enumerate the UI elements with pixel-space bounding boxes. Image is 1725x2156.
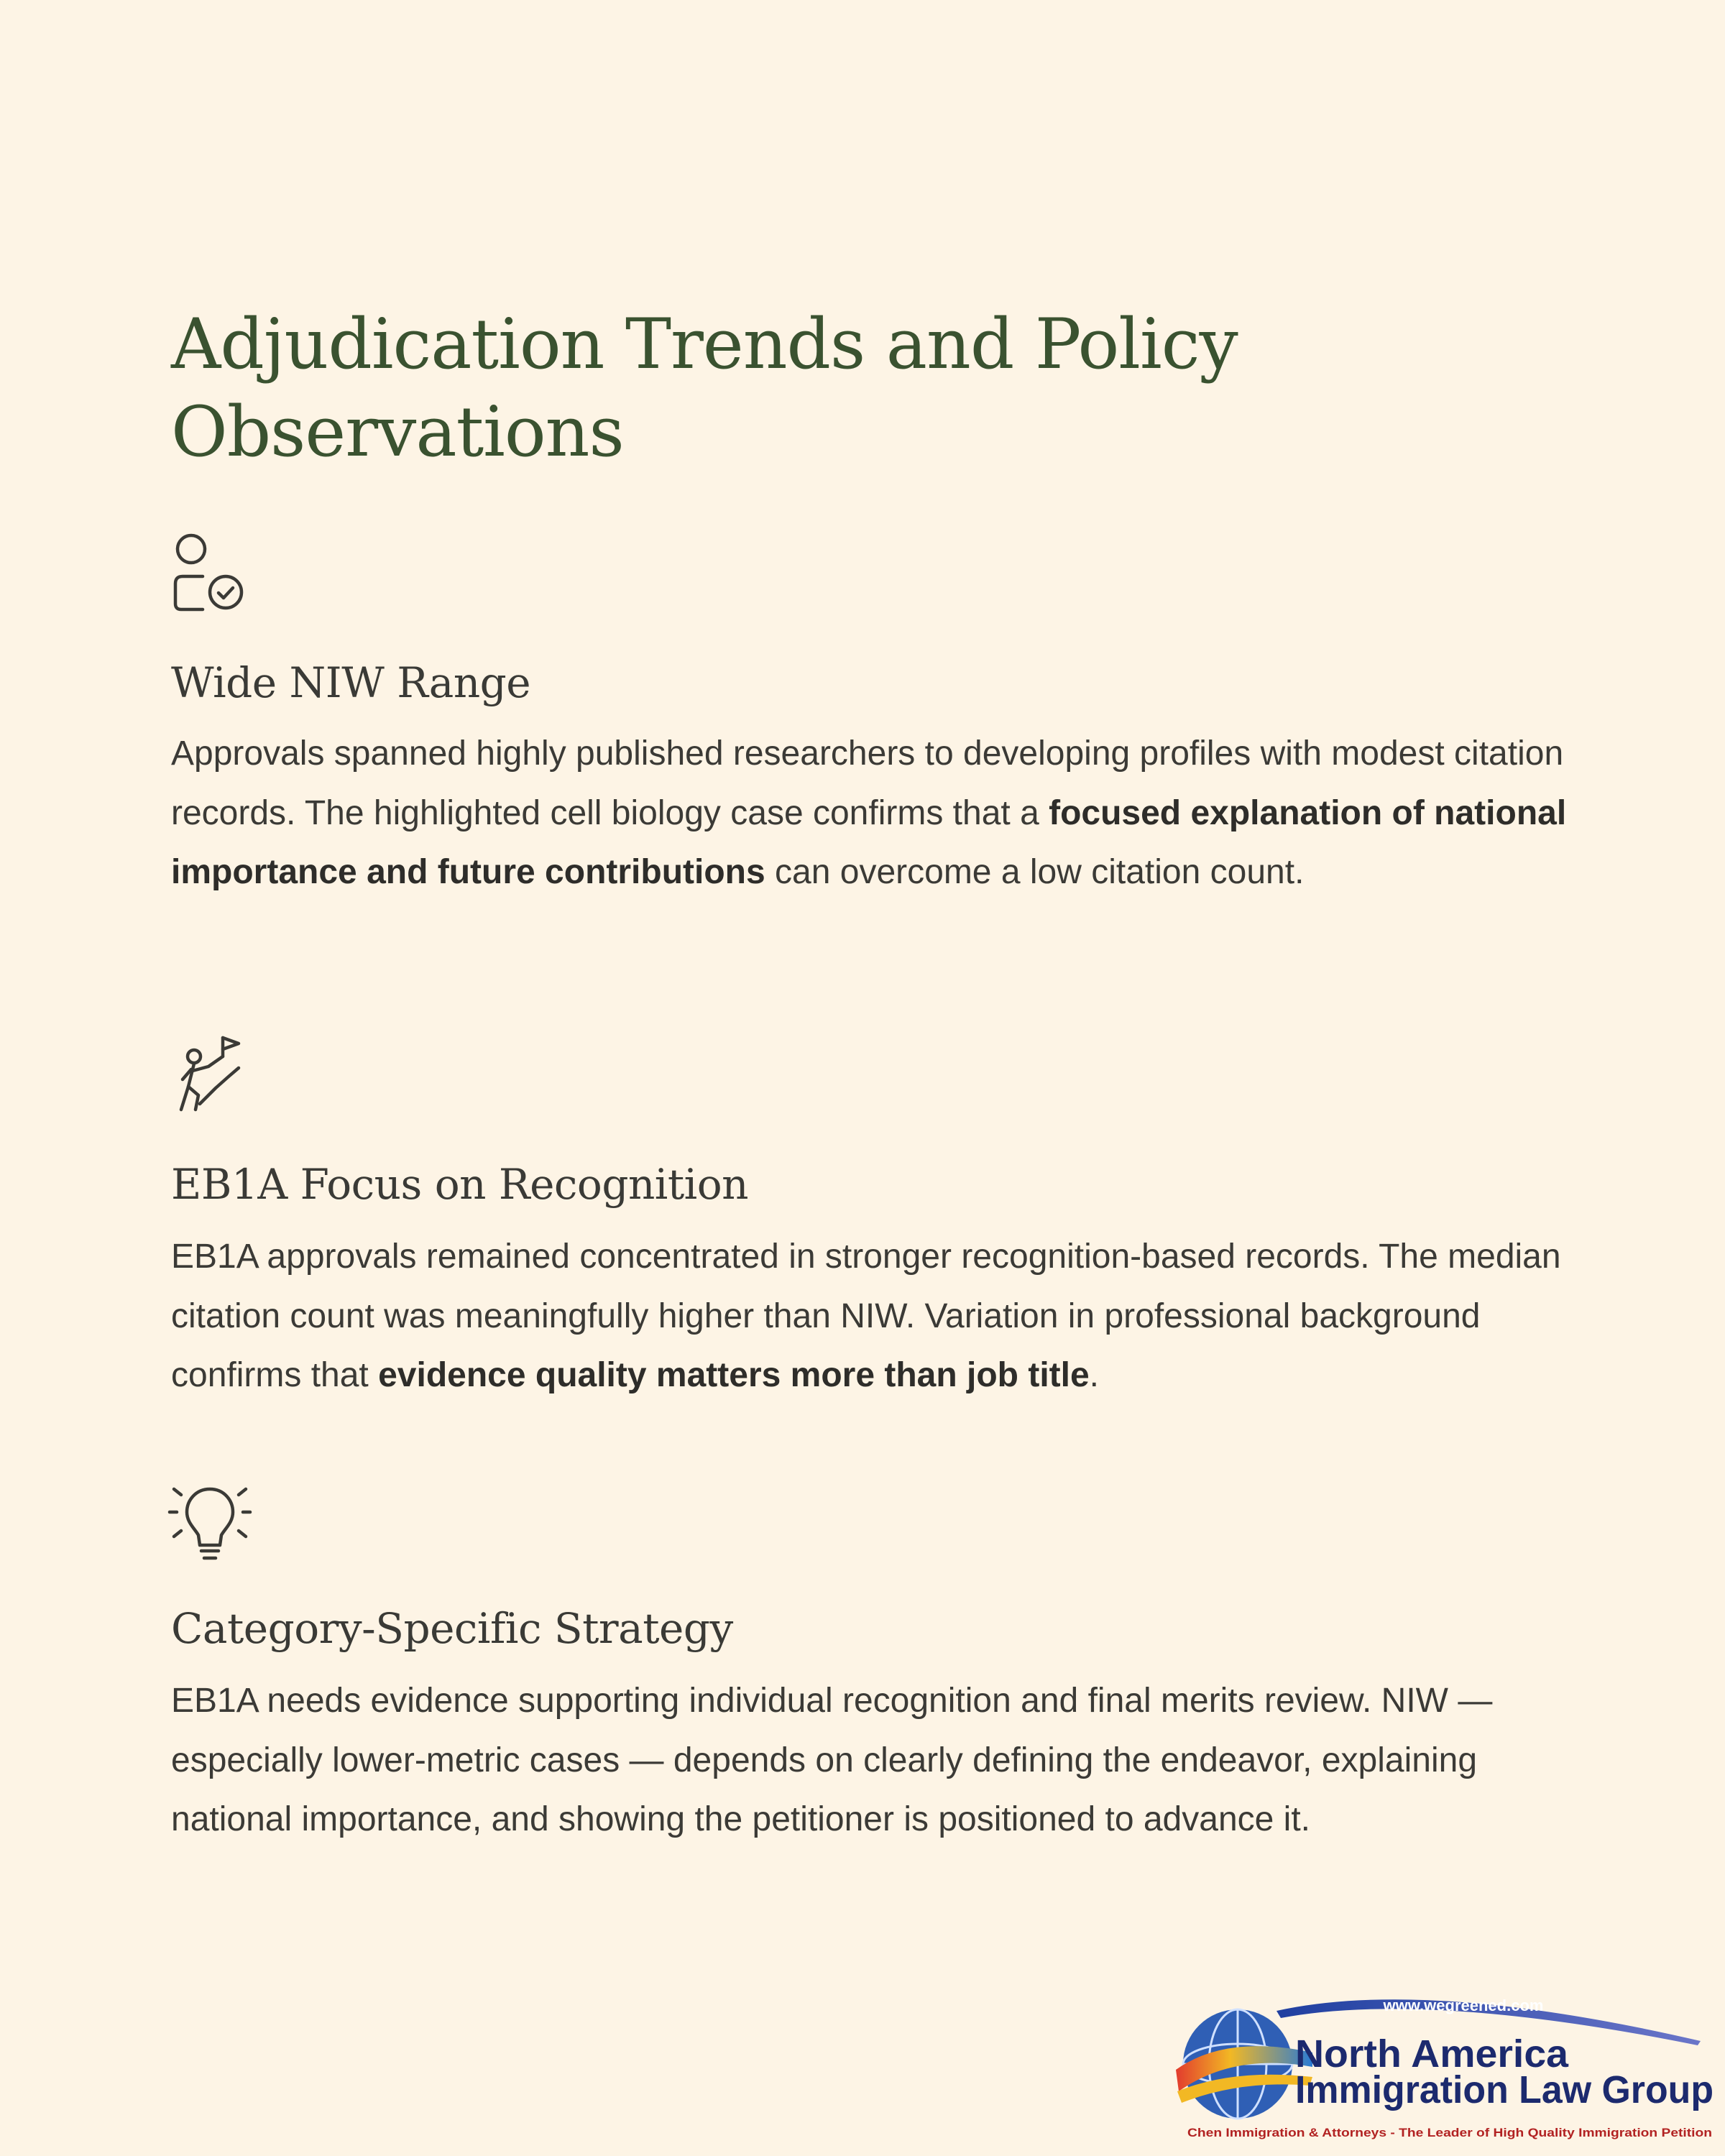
- section-body: [171, 1672, 1580, 1850]
- section-category-strategy: [171, 1479, 1580, 1838]
- body-text: can overcome a low citation count.: [765, 853, 1305, 891]
- globe-icon: [1176, 2009, 1312, 2119]
- climber-flag-icon: [167, 1035, 253, 1121]
- logo-line-2: Immigration Law Group: [1295, 2068, 1714, 2111]
- lightbulb-icon: [167, 1479, 253, 1565]
- body-text: EB1A approvals remained concentrated in stronger recognition-based records. The median citation count was meaningfully higher than NIW. Variation in professional background confirms that: [171, 1238, 1561, 1394]
- logo-line-1: North America: [1295, 2032, 1569, 2076]
- section-body: [171, 724, 1580, 903]
- section-heading: Wide NIW Range: [171, 658, 531, 707]
- user-check-icon: [167, 532, 253, 618]
- logo-url: www.wegreened.com: [1383, 1996, 1544, 2014]
- body-emphasis: evidence quality matters more than job title: [378, 1356, 1090, 1394]
- logo-tagline: Chen Immigration & Attorneys - The Leader of High Quality Immigration Petition: [1187, 2126, 1712, 2139]
- section-heading: EB1A Focus on Recognition: [171, 1160, 748, 1209]
- section-eb1a-focus: [171, 1035, 1580, 1394]
- body-text: EB1A needs evidence supporting individual recognition and final merits review. NIW — especially lower-metric cases — depends on clearly defining the endeavor, explaining national importance, and showing the petitioner is positioned to advance it.: [171, 1682, 1493, 1838]
- body-text: Approvals spanned highly published researchers to developing profiles with modest citation records. The highlighted cell biology case confirms that a: [171, 734, 1564, 832]
- body-text: .: [1089, 1356, 1100, 1394]
- section-body: [171, 1227, 1580, 1406]
- page-title: Adjudication Trends and Policy Observations: [171, 304, 1238, 472]
- body-emphasis: focused explanation of national importance and future contributions: [171, 793, 1567, 891]
- section-heading: Category-Specific Strategy: [171, 1604, 733, 1653]
- page-content: [171, 300, 1580, 1838]
- section-wide-niw-range: [171, 532, 1580, 891]
- company-logo: [1169, 1984, 1715, 2149]
